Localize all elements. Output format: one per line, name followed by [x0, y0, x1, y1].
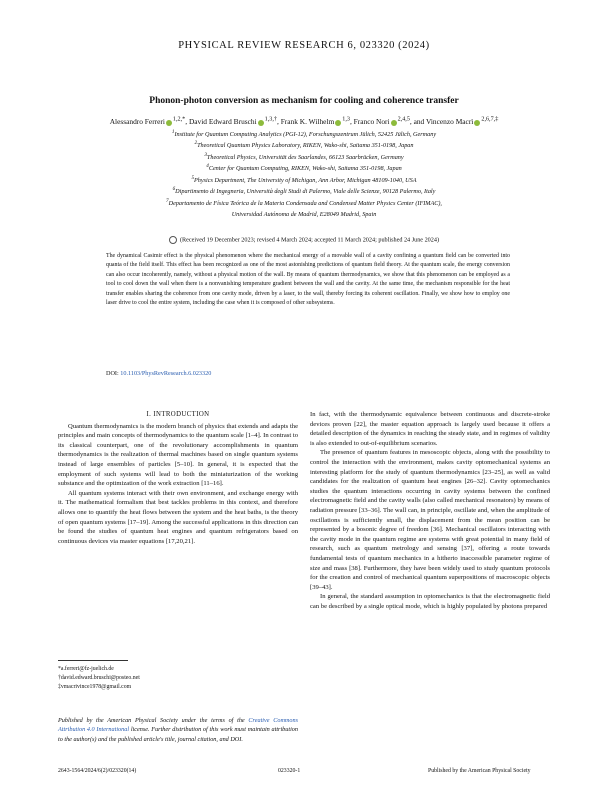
footnote-email[interactable]: †david.edward.bruschi@posteo.net	[58, 675, 140, 681]
footnotes	[58, 665, 140, 692]
license-note: Published by the American Physical Society under the terms of the Creative Commons Attribution 4.0 International license. Further distribution of this work must maintain attribution to the author(s) and the published article's title, journal citation, and DOI.	[58, 717, 298, 743]
creative-commons-icon	[169, 236, 177, 244]
affiliation: $^5$Physics Department, The University of Michigan, Ann Arbor, Michigan 48109-1040, USA	[191, 174, 417, 184]
orcid-icon[interactable]	[474, 120, 480, 126]
author[interactable]: David Edward Bruschi $^{1,3,\dagger}$,	[188, 117, 281, 127]
doi-link[interactable]: 10.1103/PhysRevResearch.6.023320	[120, 370, 212, 377]
paragraph: All quantum systems interact with their own environment, and exchange energy with it. The mathematical formalism that best tackles problems in this context, and therefore allows one to quantify the heat flows between the system and the heat baths, is the theory of open quantum systems [17–19]. Among the successful applications in this direction can be found the studies of quantum heat engines and quantum refrigerators based on continuous devices via master equations [17,20,21].	[58, 489, 298, 545]
left-column	[58, 410, 298, 546]
author[interactable]: Alessandro Ferreri $^{1,2,*}$,	[109, 117, 189, 127]
paragraph: Quantum thermodynamics is the modern branch of physics that extends and adapts the principles and main concepts of thermodynamics to the quantum scale [1–4]. In contrast to its classical counterpart, one of the revolutionary accomplishments in quantum thermodynamics is the realization of thermal machines based on single quantum systems instead of large ensembles of particles [5–10]. In general, it is expected that the employment of such systems will lead to both the miniaturization of the working substance and the optimization of the work extraction [11–16].	[58, 422, 298, 488]
paper-title: Phonon-photon conversion as mechanism for cooling and coherence transfer	[149, 96, 459, 106]
orcid-icon[interactable]	[391, 120, 397, 126]
abstract: The dynamical Casimir effect is the physical phenomenon where the mechanical energy of a movable wall of a cavity confining a quantum field can be converted into quanta of the field itself. This effect has been recognized as one of the most astonishing predictions of quantum field theory. At the quantum scale, the energy conversion can also occur incoherently, namely, without a physical motion of the wall. By means of quantum thermodynamics, we show that this phenomenon can be employed as a tool to cool down the wall when there is a nonvanishing temperature gradient between the wall and the cavity. At the same time, the mechanism responsible for the heat transfer enables sharing the coherence from one cavity mode, driven by a laser, to the wall, thereby forcing its coherent oscillation. Finally, we show how to employ one laser drive to cool the entire system, including the case when it is composed of other subsystems.	[106, 253, 510, 307]
affiliation: $^3$Theoretical Physics, Universität des Saarlandes, 66123 Saarbrücken, Germany	[204, 151, 404, 161]
affiliations	[40, 128, 568, 220]
author[interactable]: Vincenzo Macrì $^{2,6,7,\ddagger}$	[425, 117, 499, 127]
author[interactable]: Frank K. Wilhelm $^{1,3}$,	[280, 117, 354, 127]
affiliation: $^1$Institute for Quantum Computing Analytics (PGI-12), Forschungszentrum Jülich, 52425 Jülich, Germany	[171, 129, 437, 139]
paragraph: The presence of quantum features in mesoscopic objects, along with the possibility to control the interaction with the environment, makes cavity optomechanical systems an interesting platform for the study of quantum thermodynamics [23–25], as well as valid candidates for the realization of quantum heat engines [26–32]. Cavity optomechanics studies the quantum interactions occurring in cavity systems between the confined electromagnetic field and the cavity walls (also called mechanical resonators) by means of radiation pressure [33–36]. The wall can, in principle, oscillate and, when the amplitude of oscillations is sufficiently small, the displacement from the mean position can be represented by a bosonic degree of freedom [36]. Mechanical oscillators interacting with the cavity mode in the quantum regime are systems with great potential in many field of research, such as quantum metrology and sensing [37], offering a route towards fundamental tests of quantum mechanics in a hitherto inaccessible parameter regime of size and mass [38]. Furthermore, they have been widely used to study quantum protocols for the creation and control of mechanical quantum superpositions of macroscopic objects [39–43].	[310, 449, 550, 591]
paragraph: In fact, with the thermodynamic equivalence between continuous and discrete-stroke devices proven [22], the master equation approach is largely used because it offers a detailed description of the dynamics in reaching the steady state, and in regimes of validity is also extended to out-of-equilibrium scenarios.	[310, 411, 550, 447]
affiliation: Universidad Autónoma de Madrid, E28049 Madrid, Spain	[231, 211, 377, 219]
footnote-email[interactable]: ‡vmacrivince1978@gmail.com	[58, 684, 132, 690]
orcid-icon[interactable]	[335, 120, 341, 126]
license-link[interactable]: Creative Commons Attribution 4.0 International	[58, 717, 298, 734]
section-heading: I. INTRODUCTION	[146, 411, 210, 418]
footer-publisher: Published by the American Physical Society	[428, 768, 531, 774]
orcid-icon[interactable]	[166, 120, 172, 126]
footer-page-number: 023320-1	[278, 768, 301, 774]
footnote-divider	[58, 660, 128, 661]
orcid-icon[interactable]	[258, 120, 264, 126]
footer-issn: 2643-1564/2024/6(2)/023320(14)	[58, 768, 137, 774]
affiliation: $^7$Departamento de Física Teórica de la Materia Condensada and Condensed Matter Physics Center (IFIMAC),	[166, 197, 442, 207]
right-column	[310, 410, 550, 611]
author-list	[40, 117, 568, 126]
affiliation: $^6$Dipartimento di Ingegneria, Università degli Studi di Palermo, Viale delle Scienze, 90128 Palermo, Italy	[172, 186, 436, 196]
author[interactable]: Franco Nori $^{2,4,5}$, and	[353, 117, 426, 127]
affiliation: $^2$Theoretical Quantum Physics Laboratory, RIKEN, Wako-shi, Saitama 351-0198, Japan	[194, 140, 414, 150]
affiliation: $^4$Center for Quantum Computing, RIKEN, Wako-shi, Saitama 351-0198, Japan	[206, 163, 402, 173]
doi-line: DOI: 10.1103/PhysRevResearch.6.023320	[106, 370, 212, 377]
received-dates: (Received 19 December 2023; revised 4 March 2024; accepted 11 March 2024; published 24 June 2024)	[40, 236, 568, 244]
footnote-email[interactable]: *a.ferreri@fz-juelich.de	[58, 666, 114, 672]
journal-header: PHYSICAL REVIEW RESEARCH 6, 023320 (2024)	[178, 40, 430, 51]
paragraph: In general, the standard assumption in optomechanics is that the electromagnetic field can be described by a single optical mode, which is highly populated by photons prepared	[310, 593, 550, 610]
